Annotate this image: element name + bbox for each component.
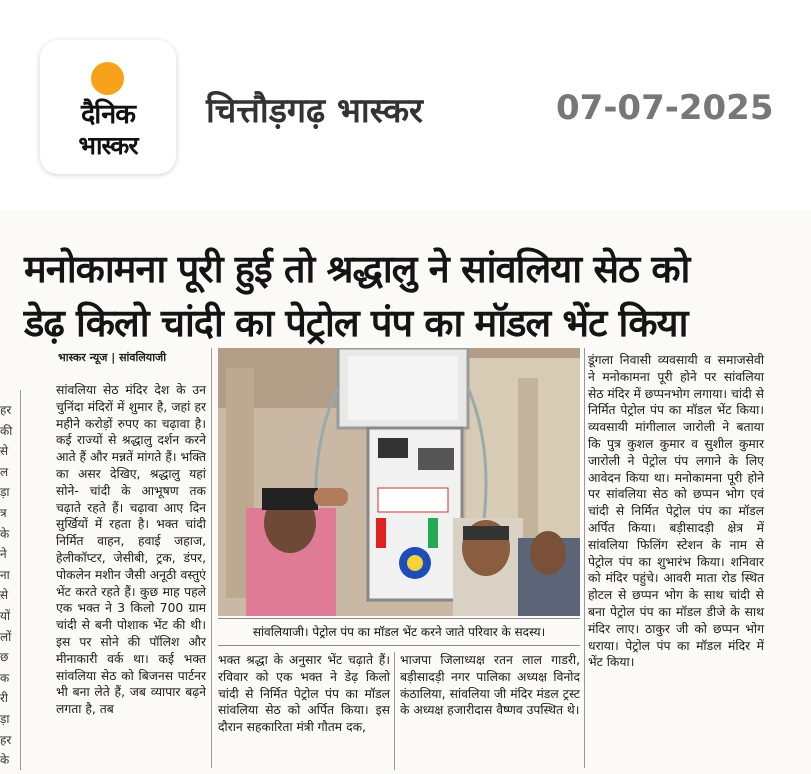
headline-line-2: डेढ़ किलो चांदी का पेट्रोल पंप का मॉडल भेंट किया [24,301,688,345]
column-divider [211,348,212,768]
column-divider [20,390,21,770]
byline: भास्कर न्यूज | सांवलियाजी [58,351,167,364]
article-photo [218,348,580,616]
edition-title: चित्तौड़गढ़ भास्कर [206,91,423,131]
cut-off-column-fragments: हर की से ल ड़ा त्र के ने ना से यों लों छ क री ड़ा हर के [0,403,13,768]
article-column-2b: भाजपा जिलाध्यक्ष रतन लाल गाडरी, बड़ीसादड़ी नगर पालिका अध्यक्ष विनोद कंठालिया, सांवलिया जी मंदिर मंडल ट्रस्ट के अध्यक्ष हजारीदास वैष्णव उपस्थित थे। [400,653,580,718]
logo-line-2: भास्कर [78,131,138,160]
column-divider [394,652,395,770]
photo-caption: सांवलियाजी। पेट्रोल पंप का मॉडल भेंट करने जाते परिवार के सदस्य। [218,618,580,646]
dainik-bhaskar-logo [40,40,176,174]
headline-line-1: मनोकामना पूरी हुई तो श्रद्धालु ने सांवलिया सेठ को [24,247,690,291]
photo-petrol-pump-model [218,348,580,616]
sun-icon [91,62,124,95]
logo-line-1: दैनिक [80,99,136,130]
article-column-2a: भक्त श्रद्धा के अनुसार भेंट चढ़ाते हैं। रविवार को एक भक्त ने डेढ़ किलो चांदी से निर्मित पेट्रोल पंप का मॉडल सांवलिया सेठ को अर्पित किया। इस दौरान सहकारिता मंत्री गौतम दक, [218,653,390,735]
article-column-1: सांवलिया सेठ मंदिर देश के उन चुनिंदा मंदिरों में शुमार है, जहां हर महीने करोड़ों रुपए का चढ़ावा है। कई राज्यों से श्रद्धालु दर्शन करने आते हैं और मन्नतें मांगते हैं। भक्ति का असर देखिए, श्रद्धालु यहां सोने- चांदी के आभूषण तक चढ़ाते रहते हैं। चढ़ावा आए दिन सुर्खियों में रहता है। भक्त चांदी निर्मित वाहन, हवाई जहाज, हेलीकॉप्टर, जेसीबी, ट्रक, डंपर, पोकलेन मशीन जैसी अनूठी वस्तुएं भेंट करते रहते हैं। कुछ माह पहले एक भक्त ने 3 किलो 700 ग्राम चांदी से बनी पोशाक भेंट की थी। इस पर सोने की पॉलिश और मीनाकारी वर्क था। कई भक्त सांवलिया सेठ को बिजनस पार्टनर भी बना लेते हैं, जब व्यापार बढ़ने लगता है, तब [56,383,206,717]
article-column-3: डूंगला निवासी व्यवसायी व समाजसेवी ने मनोकामना पूरी होने पर सांवलिया सेठ मंदिर में छप्पनभोग लगाया। चांदी से निर्मित पेट्रोल पंप का मॉडल भेंट किया। व्यवसायी मांगीलाल जारोली ने बताया कि पुत्र कुशल कुमार व सुशील कुमार जारोली ने पेट्रोल पंप लगाने के लिए आवेदन किया था। मनोकामना पूरी होने पर सांवलिया सेठ को छप्पन भोग एवं चांदी से निर्मित पेट्रोल पंप का मॉडल अर्पित किया। बड़ीसादड़ी क्षेत्र में सांवलिया फिलिंग स्टेशन के नाम से पेट्रोल पंप का शुभारंभ किया। शनिवार को मंदिर पहुंचे। आवरी माता रोड स्थित होटल से छप्पन भोग के साथ चांदी से बना पेट्रोल पंप का मॉडल डीजे के साथ मंदिर लाए। ठाकुर जी को छप्पन भोग धराया। पेट्रोल पंप का मॉडल मंदिर में भेंट किया। [588,353,764,670]
edition-date: 07-07-2025 [556,88,774,128]
column-divider [584,348,585,768]
